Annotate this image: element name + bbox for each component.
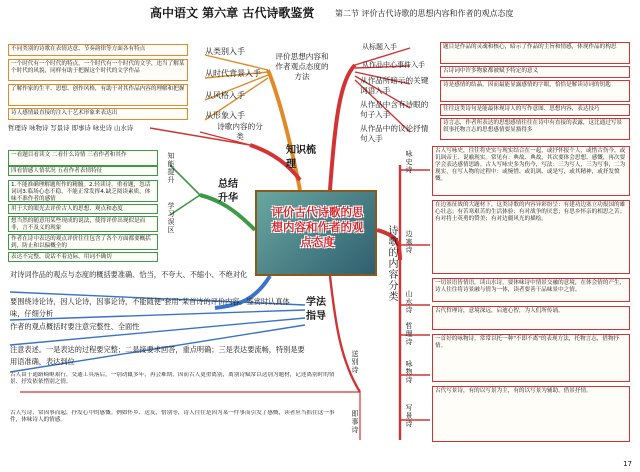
note-scenery: 古代写景诗，有的以写景为主，有的以写景为辅助，借景抒情。 bbox=[432, 386, 630, 442]
type-farewell: 送别诗 bbox=[351, 350, 359, 374]
method-style: 从风格入手 bbox=[205, 91, 245, 100]
method-lyric: 从作品中的议论抒情句入手 bbox=[360, 124, 429, 143]
content-type-label: 诗歌内容的分类 bbox=[217, 122, 263, 141]
type-landscape: 山水诗 bbox=[405, 290, 413, 314]
misc-4: 作者在诗中表达的观点评价往往包含了各个方面都要概括到，防止和以偏概全的 bbox=[8, 234, 158, 250]
note-event: 古诗词中许多物象都被赋予特定的意义 bbox=[440, 66, 630, 78]
method-title: 从标题入手 bbox=[362, 43, 397, 51]
method-event: 从作品中心事件入手 bbox=[362, 61, 425, 69]
note-philosophy: 古代哲理诗，意境深远，启迪心智，为人们所传诵。 bbox=[432, 306, 630, 330]
page-number: 17 bbox=[623, 460, 632, 468]
note-frontier: 在边塞征战的大题材下，这类诗歌的内容异彩纷呈：有建功边塞立功报国的雄心壮志；有苦寒艰苦的生活体验；有对战争的厌恶；有思乡怀亲的相思之苦；有对将士英勇的赞美；有对边疆风光的描绘。 bbox=[432, 200, 630, 274]
study-line2: 要围绕诗论诗，因人论诗，因事论诗，不能随便"套用"某首诗的评价内容。鉴赏时认真体味，仔细分析 bbox=[10, 297, 290, 318]
poem-types-label: 诗歌的内容分类 bbox=[386, 225, 397, 302]
summary-label: 总结升华 bbox=[218, 179, 238, 204]
misc-label: 学习误区 bbox=[167, 202, 175, 234]
note-image: 诗人感情最直接的注入于艺术形象来表达出 bbox=[8, 108, 188, 120]
page-title: 高中语文 第六章 古代诗歌鉴赏 bbox=[150, 6, 315, 20]
method-eye: 从作品中含有诗眼的句子入手 bbox=[360, 100, 429, 119]
note-event: 古人写诗，常因事而起，抒发心中的感慨。例如怀乡、送友、惜别等，诗人往往是因为某一件事而引发了感慨，读者应当抓住这一事件，体味诗人的情感。 bbox=[10, 410, 335, 423]
page-subtitle: 第二节 评价古代诗歌的思想内容和作者的观点态度 bbox=[335, 9, 514, 18]
note-lyric: 诗言志，作者所表达的思想感情往往在诗中有直接的表露，这比通过写景叙事托物言志的思想感情要显豁得多 bbox=[440, 118, 630, 140]
knowledge-label: 知识梳理 bbox=[286, 145, 316, 170]
note-title: 题目是作品的灵魂和核心，暗示了作品的主旨和情感，体现作品的构思 bbox=[440, 42, 630, 64]
knowledge-up-label: 知能提升 bbox=[167, 152, 175, 184]
type-frontier: 边塞诗 bbox=[405, 230, 413, 254]
method-keyword: 从作品所暗示的关键词语入手 bbox=[360, 76, 429, 95]
knowledge-up-line1: 一看题目看读文 二看什么诗情 三看作者和其作 bbox=[8, 150, 158, 166]
method-era: 从时代背景入手 bbox=[205, 69, 261, 78]
type-object: 咏物诗 bbox=[405, 360, 413, 384]
method-image: 从形象入手 bbox=[205, 111, 245, 120]
type-history: 咏史诗 bbox=[405, 150, 413, 174]
content-types: 哲理诗 咏物诗 写景诗 即事诗 咏史诗 山水诗 bbox=[8, 124, 134, 132]
note-eye: 往往这类诗句是能最体现诗人的写作意图、思想内容，表达技巧 bbox=[440, 104, 630, 116]
note-history: 古人写咏史，往往将史实与现实结合在一起，或抒怀报个人，或惜古伤今，或讥讽帝王、说喻现实。常见有：典故、典故，其次要体会思想。感慨，再次要学会表达感情思路。古人写咏史多为伤今，写法：三为写人，三为写事，二为现实，在写人物的过程中：或惋惜、或讥讽、或是写，或其精神，或抒发愤慨。 bbox=[432, 146, 630, 196]
center-topic: 评价古代诗歌的思想内容和作者的观点态度 bbox=[271, 205, 364, 249]
note-keyword: 诗是感情的结晶，因而最能显露感情的字眼，恰恰是解读诗词的钥匙 bbox=[440, 80, 630, 102]
misc-2: 用于大的眼光去评价古人的思想、观点和态度 bbox=[8, 204, 158, 214]
branch-methods-left: 评价思想内容和作者观点态度的方法 bbox=[275, 52, 329, 81]
note-farewell: 古人由于通路崎岖艰行，交通工具落后，一别动辄多年，再会难期，因而古人更重离别，离别诗赋常以送别为题材，记述离别时的情景、抒发依依惜别之情。 bbox=[10, 372, 335, 385]
note-style: 了解作家的生平、思想、创作风格，有助于对其作品内容的理解和把握 bbox=[8, 84, 188, 106]
type-philosophy: 哲理诗 bbox=[405, 322, 413, 346]
type-scenery: 写景诗 bbox=[405, 404, 413, 428]
method-category: 从类别入手 bbox=[205, 47, 245, 56]
note-landscape: 一切景语皆情语。读山水诗，要体味诗中情景交融的意境，在体会情的产生，诗人往往将诗景融与情为一体，读者要善于品味景中之情。 bbox=[432, 278, 630, 302]
study-line4: 注意表述。一是表达的过程要完整；二是接要求回答，重点明确；三是表达要流畅，特别是要用语准确，表达到位 bbox=[10, 345, 305, 366]
study-line3: 作者的观点概括时要注意完整性、全面性 bbox=[10, 322, 140, 331]
knowledge-up-line2: 四看情感人情状况 五看作者表情特征 bbox=[8, 166, 158, 176]
misc-3: 想当然的随意用某些现成的说法，使得评价出现似是而非，言不及义的现象 bbox=[8, 216, 158, 232]
note-object: 一首好的咏物诗，常常以托一种"不即不离"的表现方法，托物言志，借物抒情。 bbox=[432, 334, 630, 382]
note-era: 一个时代有一个时代的特点，一个时代有一个时代的文学，违当了解某个时代的风貌，同样有助于把握这个时代的文学作品 bbox=[8, 59, 188, 81]
type-event: 即事诗 bbox=[351, 410, 359, 434]
note-category: 不同类别的诗歌在表情达意、节奏韵律等方面各有特点 bbox=[8, 44, 188, 56]
study-line1: 对诗词作品的观点与态度的概括要准确、恰当，不夸大、不缩小、不绝对化 bbox=[10, 270, 248, 279]
misc-1: 1.不能准确理解题所作的精髓。2.轻读诗，重看题，忽话词词3.临场心态不稳，不能正常发挥4.缺乏阅读素质，体味不准作者的感情 bbox=[8, 180, 158, 202]
study-label: 学法指导 bbox=[306, 297, 326, 322]
misc-5: 表达不完整，说话不着边际，用词不确切 bbox=[8, 252, 158, 262]
